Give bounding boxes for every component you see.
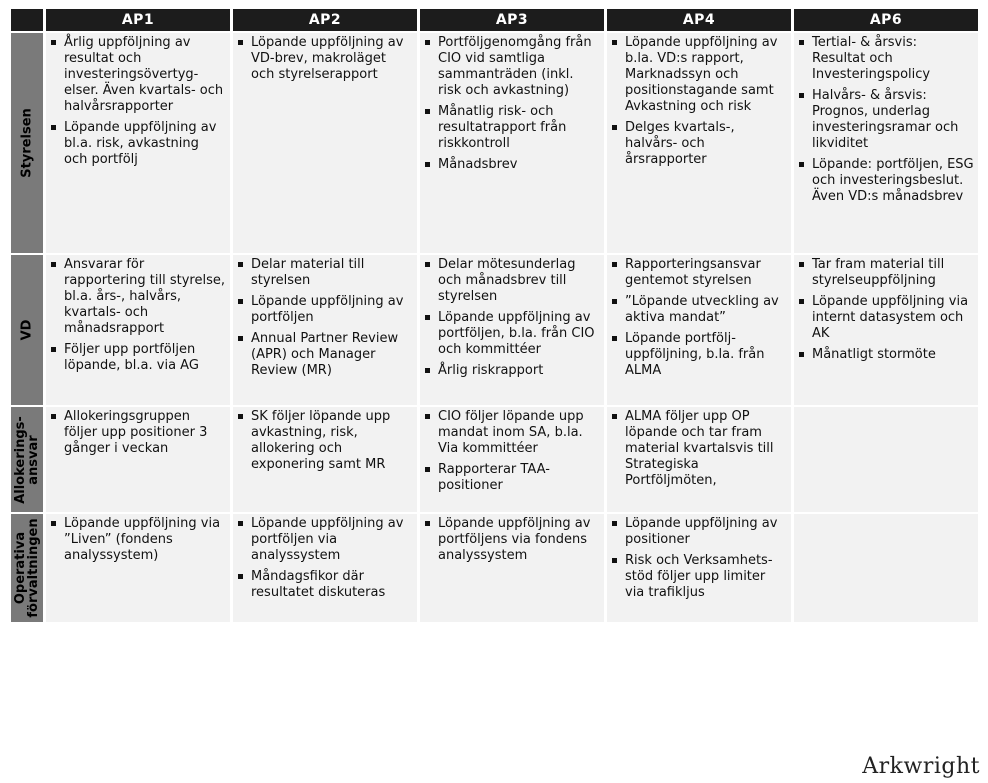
- column-header-ap1: AP1: [46, 9, 230, 31]
- list-item: Halvårs- & årsvis: Prognos, underlag investeringsramar och likviditet: [798, 88, 974, 152]
- list-item: Löpande uppföljning av VD-brev, makroläget och styrelserapport: [237, 35, 413, 83]
- cell: [607, 514, 791, 622]
- cell: [233, 255, 417, 405]
- list-item: Löpande uppföljning av portföljen, b.la. från CIO och kommittéer: [424, 310, 600, 358]
- cell: [46, 514, 230, 622]
- row-label-styrelsen: [11, 33, 43, 253]
- cell-empty: [794, 514, 978, 622]
- list-item: Tar fram material till styrelseuppföljning: [798, 257, 974, 289]
- list-item: Månatlig risk- och resultatrapport från riskkontroll: [424, 104, 600, 152]
- cell: [607, 407, 791, 512]
- row-operativa-forvaltningen: [11, 514, 978, 622]
- cell: [420, 407, 604, 512]
- list-item: ALMA följer upp OP löpande och tar fram material kvartalsvis till Strategiska Portföljmöten,: [611, 409, 787, 489]
- list-item: Löpande uppföljning via internt datasystem och AK: [798, 294, 974, 342]
- cell: [46, 407, 230, 512]
- list-item: Månatligt stormöte: [798, 347, 974, 363]
- list-item: Risk och Verksamhets-stöd följer upp limiter via trafikljus: [611, 553, 787, 601]
- cell: [233, 33, 417, 253]
- row-label-vd: [11, 255, 43, 405]
- column-header-ap2: AP2: [233, 9, 417, 31]
- cell: [420, 33, 604, 253]
- column-header-ap3: AP3: [420, 9, 604, 31]
- list-item: Rapporterar TAA-positioner: [424, 462, 600, 494]
- list-item: Allokeringsgruppen följer upp positioner 3 gånger i veckan: [50, 409, 226, 457]
- row-label-line: Allokerings-: [13, 415, 28, 504]
- list-item: Måndagsfikor där resultatet diskuteras: [237, 569, 413, 601]
- list-item: ”Löpande utveckling av aktiva mandat”: [611, 294, 787, 326]
- row-label-line: ansvar: [26, 434, 41, 485]
- cell: [233, 514, 417, 622]
- list-item: Löpande uppföljning av bl.a. risk, avkastning och portfölj: [50, 120, 226, 168]
- cell-empty: [794, 407, 978, 512]
- list-item: Löpande uppföljning av portföljens via fondens analyssystem: [424, 516, 600, 564]
- list-item: Delar mötesunderlag och månadsbrev till styrelsen: [424, 257, 600, 305]
- list-item: Månadsbrev: [424, 157, 600, 173]
- corner-cell: [11, 9, 43, 31]
- list-item: Följer upp portföljen löpande, bl.a. via AG: [50, 342, 226, 374]
- list-item: Årlig uppföljning av resultat och investeringsövertyg-elser. Även kvartals- och halvårsrapporter: [50, 35, 226, 115]
- row-label-operativa-forvaltningen: [11, 514, 43, 622]
- row-label-text: VD: [19, 319, 35, 341]
- cell: [607, 33, 791, 253]
- cell: [794, 255, 978, 405]
- list-item: Ansvarar för rapportering till styrelse, bl.a. års-, halvårs, kvartals- och månadsrapport: [50, 257, 226, 337]
- list-item: SK följer löpande upp avkastning, risk, allokering och exponering samt MR: [237, 409, 413, 473]
- list-item: Löpande uppföljning via ”Liven” (fondens analyssystem): [50, 516, 226, 564]
- row-vd: [11, 255, 978, 405]
- cell: [46, 255, 230, 405]
- row-allokeringsansvar: [11, 407, 978, 512]
- list-item: CIO följer löpande upp mandat inom SA, b.la. Via kommittéer: [424, 409, 600, 457]
- row-styrelsen: [11, 33, 978, 253]
- list-item: Löpande uppföljning av positioner: [611, 516, 787, 548]
- list-item: Tertial- & årsvis: Resultat och Investeringspolicy: [798, 35, 974, 83]
- row-label-line: förvaltningen: [26, 518, 41, 618]
- row-label-text: Styrelsen: [19, 108, 35, 178]
- header-row: [11, 9, 978, 31]
- list-item: Löpande uppföljning av portföljen via analyssystem: [237, 516, 413, 564]
- list-item: Löpande uppföljning av b.la. VD:s rapport, Marknadssyn och positionstagande samt Avkastning och risk: [611, 35, 787, 115]
- list-item: Delar material till styrelsen: [237, 257, 413, 289]
- cell: [794, 33, 978, 253]
- list-item: Löpande portfölj-uppföljning, b.la. från ALMA: [611, 331, 787, 379]
- cell: [46, 33, 230, 253]
- list-item: Löpande: portföljen, ESG och investeringsbeslut. Även VD:s månadsbrev: [798, 157, 974, 205]
- column-header-ap4: AP4: [607, 9, 791, 31]
- column-header-ap6: AP6: [794, 9, 978, 31]
- list-item: Annual Partner Review (APR) och Manager Review (MR): [237, 331, 413, 379]
- cell: [420, 514, 604, 622]
- cell: [233, 407, 417, 512]
- list-item: Löpande uppföljning av portföljen: [237, 294, 413, 326]
- row-label-line: Operativa: [13, 531, 28, 605]
- list-item: Delges kvartals-, halvårs- och årsrapporter: [611, 120, 787, 168]
- list-item: Årlig riskrapport: [424, 363, 600, 379]
- oversight-matrix: [8, 7, 981, 624]
- cell: [420, 255, 604, 405]
- list-item: Rapporteringsansvar gentemot styrelsen: [611, 257, 787, 289]
- row-label-allokeringsansvar: [11, 407, 43, 512]
- list-item: Portföljgenomgång från CIO vid samtliga sammanträden (inkl. risk och avkastning): [424, 35, 600, 99]
- cell: [607, 255, 791, 405]
- brand-logo: Arkwright: [862, 754, 980, 779]
